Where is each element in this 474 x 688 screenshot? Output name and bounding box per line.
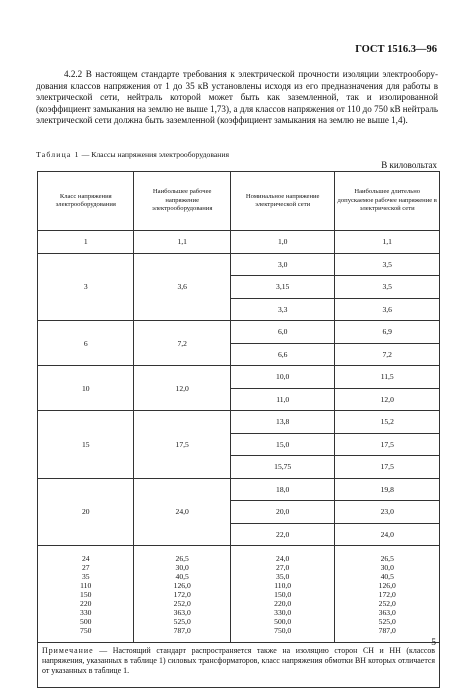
cell-nominal-voltage: 3,0 xyxy=(230,253,335,276)
note-label: Примечание xyxy=(42,646,94,655)
cell-class: 15 xyxy=(38,411,134,479)
table-note xyxy=(38,643,440,688)
note-text: — Настоящий стандарт распространяется также на изоляцию сторон СН и НН (классов напряжения, указанных в таблице 1) силовых трансформаторов, класс напряжения обмотки ВН которых отличается от указанных в таблице 1. xyxy=(42,646,435,675)
cell-class: 10 xyxy=(38,366,134,411)
document-code: ГОСТ 1516.3—96 xyxy=(355,44,437,55)
cell-continuous-voltage: 6,9 xyxy=(335,321,440,344)
cell-nominal-voltage: 1,0 xyxy=(230,231,335,254)
cell-high-max: 26,5 30,0 40,5 126,0 172,0 252,0 363,0 525,0 787,0 xyxy=(134,546,230,643)
cell-continuous-voltage: 23,0 xyxy=(335,501,440,524)
table-row xyxy=(38,366,440,389)
page-number: 5 xyxy=(431,638,436,648)
cell-class: 1 xyxy=(38,231,134,254)
table-header-row xyxy=(38,172,440,231)
table-caption-label: Таблица 1 xyxy=(36,150,80,159)
cell-max-voltage: 7,2 xyxy=(134,321,230,366)
cell-high-continuous: 26,5 30,0 40,5 126,0 172,0 252,0 363,0 525,0 787,0 xyxy=(335,546,440,643)
cell-continuous-voltage: 11,5 xyxy=(335,366,440,389)
voltage-classes-table xyxy=(37,171,440,688)
cell-nominal-voltage: 3,3 xyxy=(230,298,335,321)
cell-nominal-voltage: 15,75 xyxy=(230,456,335,479)
table-row xyxy=(38,321,440,344)
cell-continuous-voltage: 17,5 xyxy=(335,456,440,479)
cell-max-voltage: 17,5 xyxy=(134,411,230,479)
table-row-high-classes xyxy=(38,546,440,643)
cell-continuous-voltage: 15,2 xyxy=(335,411,440,434)
col-header-continuous-voltage: Наибольшее длительно допускаемое рабочее напряжение в электрической сети xyxy=(335,172,440,231)
cell-nominal-voltage: 11,0 xyxy=(230,388,335,411)
cell-nominal-voltage: 15,0 xyxy=(230,433,335,456)
cell-nominal-voltage: 20,0 xyxy=(230,501,335,524)
cell-max-voltage: 24,0 xyxy=(134,478,230,546)
table-caption-text: — Классы напряжения электрооборудования xyxy=(79,150,230,159)
cell-continuous-voltage: 12,0 xyxy=(335,388,440,411)
cell-continuous-voltage: 19,8 xyxy=(335,478,440,501)
cell-high-nominal: 24,0 27,0 35,0 110,0 150,0 220,0 330,0 500,0 750,0 xyxy=(230,546,335,643)
cell-nominal-voltage: 18,0 xyxy=(230,478,335,501)
table-row xyxy=(38,478,440,501)
cell-max-voltage: 1,1 xyxy=(134,231,230,254)
table-row xyxy=(38,411,440,434)
cell-continuous-voltage: 24,0 xyxy=(335,523,440,546)
cell-nominal-voltage: 6,6 xyxy=(230,343,335,366)
table-note-row xyxy=(38,643,440,688)
table-body xyxy=(38,231,440,546)
cell-continuous-voltage: 3,5 xyxy=(335,276,440,299)
table-units: В киловольтах xyxy=(381,160,437,170)
table-row xyxy=(38,231,440,254)
col-header-class: Класс напряжения электрооборудования xyxy=(38,172,134,231)
cell-max-voltage: 12,0 xyxy=(134,366,230,411)
clause-paragraph: 4.2.2 В настоящем стандарте требования к электрической прочности изоляции электрооборудования классов напряжения от 1 до 35 кВ установлены исходя из его предназначения для работы в электрической сети, нейтраль которой может быть как заземленной, так и изолированной (коэффициент замыкания на землю не выше 1,73), а для классов напряжения от 110 до 750 кВ нейтраль электрической сети должна быть заземленной (коэффициент замыкания на землю не выше 1,4). xyxy=(36,69,438,126)
cell-nominal-voltage: 3,15 xyxy=(230,276,335,299)
cell-nominal-voltage: 13,8 xyxy=(230,411,335,434)
cell-nominal-voltage: 10,0 xyxy=(230,366,335,389)
cell-continuous-voltage: 17,5 xyxy=(335,433,440,456)
cell-nominal-voltage: 6,0 xyxy=(230,321,335,344)
table-row xyxy=(38,253,440,276)
cell-high-class: 24 27 35 110 150 220 330 500 750 xyxy=(38,546,134,643)
cell-continuous-voltage: 7,2 xyxy=(335,343,440,366)
cell-continuous-voltage: 3,6 xyxy=(335,298,440,321)
col-header-max-voltage: Наибольшее рабочее напряжение электрооборудования xyxy=(134,172,230,231)
table-caption xyxy=(36,150,229,159)
cell-class: 3 xyxy=(38,253,134,321)
cell-max-voltage: 3,6 xyxy=(134,253,230,321)
cell-nominal-voltage: 22,0 xyxy=(230,523,335,546)
cell-continuous-voltage: 1,1 xyxy=(335,231,440,254)
col-header-nominal-voltage: Номинальное напряжение электрической сети xyxy=(230,172,335,231)
cell-class: 6 xyxy=(38,321,134,366)
cell-class: 20 xyxy=(38,478,134,546)
cell-continuous-voltage: 3,5 xyxy=(335,253,440,276)
